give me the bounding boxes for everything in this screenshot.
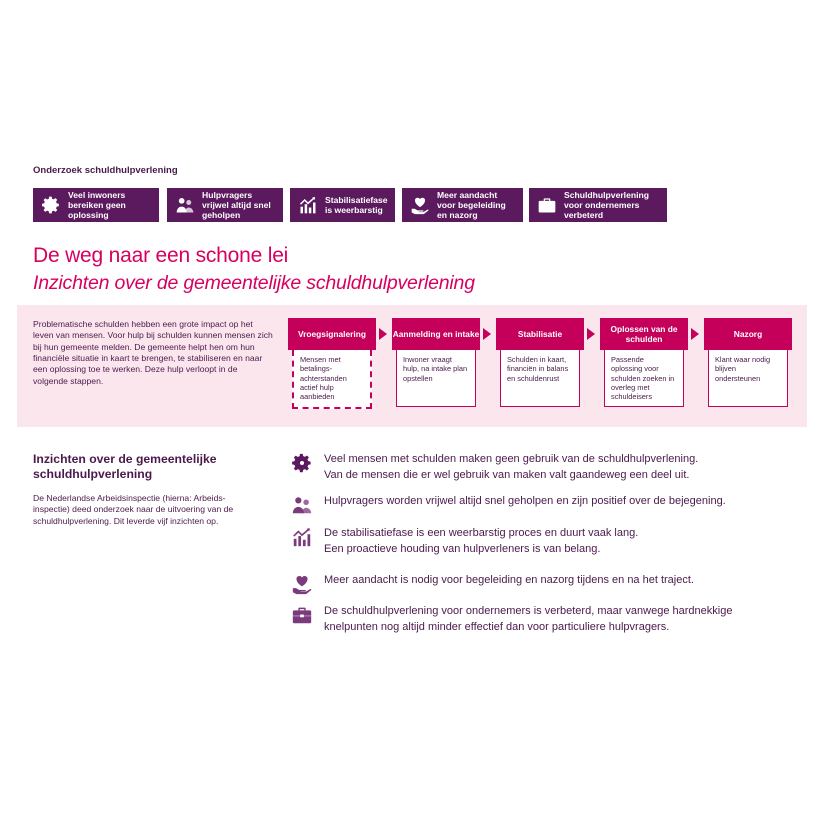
tile-label: Stabilisatiefase is weerbarstig bbox=[325, 194, 388, 215]
insight-line: De schuldhulpverlening voor ondernemers is verbeterd, maar vanwege hardnekkige bbox=[324, 605, 733, 617]
insight-text bbox=[324, 494, 726, 518]
insight-text bbox=[324, 573, 694, 597]
tile-label: Schuldhulpverlening voor ondernemers verbeterd bbox=[564, 189, 649, 221]
step-title: Vroegsignalering bbox=[288, 318, 376, 350]
insight-item bbox=[290, 526, 770, 558]
insight-text bbox=[324, 526, 638, 558]
intro-text: Problematische schulden hebben een grote impact op het leven van mensen. Voor hulp bij schulden kunnen mensen zich bij hun gemeente melden. De gemeente helpt hen om hun financiële situatie in kaart te brengen, te stabiliseren en naar een oplossing toe te werken. Deze hulp verloopt in de volgende stappen. bbox=[33, 319, 273, 386]
tile-ondernemers[interactable] bbox=[529, 188, 667, 222]
tile-stabilisatie[interactable] bbox=[290, 188, 395, 222]
step-vroegsignalering bbox=[288, 318, 376, 401]
heart-hand-icon bbox=[290, 573, 314, 597]
page-subtitle: Inzichten over de gemeentelijke schuldhulpverlening bbox=[33, 272, 475, 294]
insight-line: Hulpvragers worden vrijwel altijd snel geholpen en zijn positief over de bejegening. bbox=[324, 495, 726, 507]
bar-chart-icon bbox=[290, 526, 314, 550]
step-arrow bbox=[587, 328, 595, 340]
breadcrumb: Onderzoek schuldhulpverlening bbox=[33, 165, 178, 176]
insight-item bbox=[290, 494, 770, 518]
heart-hand-icon bbox=[408, 193, 432, 217]
bar-chart-icon bbox=[296, 193, 320, 217]
insight-item bbox=[290, 452, 770, 484]
tile-hulpvragers[interactable] bbox=[167, 188, 283, 222]
step-body: Inwoner vraagt hulp, na intake plan opstellen bbox=[396, 350, 476, 407]
tile-label: Veel inwoners bereiken geen oplossing bbox=[68, 189, 126, 221]
step-arrow bbox=[691, 328, 699, 340]
insight-line: Meer aandacht is nodig voor begeleiding en nazorg tijdens en na het traject. bbox=[324, 574, 694, 586]
insight-text bbox=[324, 604, 732, 636]
step-title: Nazorg bbox=[704, 318, 792, 350]
tile-label: Hulpvragers vrijwel altijd snel geholpen bbox=[202, 189, 271, 221]
tile-inwoners[interactable] bbox=[33, 188, 159, 222]
insight-line: Van de mensen die er wel gebruik van maken valt gaandeweg een deel uit. bbox=[324, 468, 690, 481]
step-oplossen bbox=[600, 318, 688, 401]
step-body: Mensen met betalings-achterstanden actief hulp aanbieden bbox=[292, 350, 372, 409]
gear-icon bbox=[290, 452, 314, 476]
insight-line: Veel mensen met schulden maken geen gebruik van de schuldhulpverlening. bbox=[324, 453, 699, 465]
insight-item bbox=[290, 573, 770, 597]
insight-text bbox=[324, 452, 698, 484]
briefcase-icon bbox=[535, 193, 559, 217]
insight-line: De stabilisatiefase is een weerbarstig proces en duurt vaak lang. bbox=[324, 527, 639, 539]
insight-item bbox=[290, 604, 770, 636]
step-arrow bbox=[483, 328, 491, 340]
step-title: Oplossen van de schulden bbox=[600, 318, 688, 350]
page-title: De weg naar een schone lei bbox=[33, 244, 289, 267]
section-text: De Nederlandse Arbeidsinspectie (hierna: Arbeids-inspectie) deed onderzoek naar de uitvoering van de schuldhulpverlening. Dit leverde vijf inzichten op. bbox=[33, 493, 234, 526]
step-title: Stabilisatie bbox=[496, 318, 584, 350]
insight-line: Een proactieve houding van hulpverleners is van belang. bbox=[324, 542, 601, 555]
briefcase-icon bbox=[290, 604, 314, 628]
people-icon bbox=[290, 494, 314, 518]
gear-icon bbox=[39, 193, 63, 217]
section-title: Inzichten over de gemeentelijke schuldhulpverlening bbox=[33, 452, 217, 482]
tile-nazorg[interactable] bbox=[402, 188, 523, 222]
people-icon bbox=[173, 193, 197, 217]
step-stabilisatie bbox=[496, 318, 584, 383]
insight-line: knelpunten nog altijd minder effectief dan voor particuliere hulpvragers. bbox=[324, 620, 670, 633]
step-body: Passende oplossing voor schulden zoeken in overleg met schuldeisers bbox=[604, 350, 684, 407]
step-arrow bbox=[379, 328, 387, 340]
step-nazorg bbox=[704, 318, 792, 383]
step-title: Aanmelding en intake bbox=[392, 318, 480, 350]
step-body: Schulden in kaart, financiën in balans en schuldenrust bbox=[500, 350, 580, 407]
step-aanmelding bbox=[392, 318, 480, 383]
tile-label: Meer aandacht voor begeleiding en nazorg bbox=[437, 189, 506, 221]
step-body: Klant waar nodig blijven ondersteunen bbox=[708, 350, 788, 407]
